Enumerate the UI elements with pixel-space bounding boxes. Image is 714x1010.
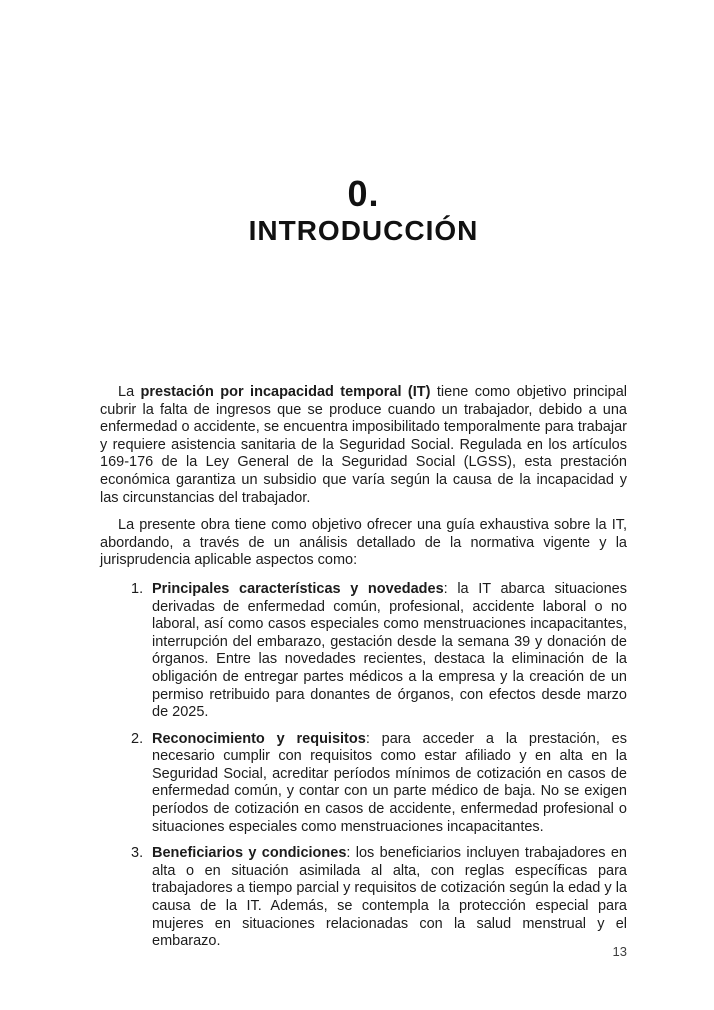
body-text bbox=[100, 384, 627, 960]
topic-list bbox=[100, 581, 627, 951]
list-item-term: Beneficiarios y condiciones bbox=[152, 845, 347, 862]
intro-paragraph-term: prestación por incapacidad temporal (IT) bbox=[140, 384, 431, 400]
list-item-text: : para acceder a la prestación, es necesario cumplir con requisitos como estar afiliado y en alta en la Seguridad Social, acreditar períodos mínimos de cotización en casos de enfermedad común, y contar con un parte médico de baja. No se exigen períodos de cotización en casos de accidente, enfermedad profesional o situaciones especiales como menstruaciones incapacitantes. bbox=[152, 730, 627, 835]
intro-paragraph-rest: tiene como objetivo principal cubrir la falta de ingresos que se produce cuando un trabajador, debido a una enfermedad o accidente, se encuentra imposibilitado temporalmente para trabajar y requiere asistencia sanitaria de la Seguridad Social. Regulada en los artículos 169-176 de la Ley General de la Seguridad Social (LGSS), esta prestación económica garantiza un subsidio que varía según la causa de la incapacidad y las circunstancias del trabajador. bbox=[100, 384, 627, 506]
list-item-number: 2. bbox=[131, 730, 144, 747]
chapter-heading bbox=[100, 173, 627, 247]
list-item-number: 1. bbox=[131, 580, 144, 597]
overview-paragraph: La presente obra tiene como objetivo ofrecer una guía exhaustiva sobre la IT, abordando, a través de un análisis detallado de la normativa vigente y la jurisprudencia aplicable aspectos como: bbox=[100, 517, 627, 569]
list-item-text: : la IT abarca situaciones derivadas de enfermedad común, profesional, accidente laboral o no laboral, así como casos especiales como menstruaciones incapacitantes, interrupción del embarazo, gestación desde la semana 39 y donación de órganos. Entre las novedades recientes, destaca la eliminación de la obligación de entregar partes médicos a la empresa y la creación de un permiso retribuido para donantes de órganos, con efectos desde marzo de 2025. bbox=[152, 580, 627, 721]
list-item-text: : los beneficiarios incluyen trabajadores en alta o en situación asimilada al alta, con reglas específicas para trabajadores a tiempo parcial y requisitos de cotización según la edad y la causa de la IT. Además, se contempla la protección especial para mujeres en situaciones relacionadas con la salud menstrual y el embarazo. bbox=[152, 845, 627, 950]
chapter-title: INTRODUCCIÓN bbox=[248, 215, 479, 246]
intro-paragraph-lead: La bbox=[118, 384, 141, 400]
list-item-term: Reconocimiento y requisitos bbox=[152, 730, 366, 747]
list-item bbox=[100, 731, 627, 837]
page-number: 13 bbox=[612, 944, 627, 959]
intro-paragraph bbox=[100, 384, 627, 507]
list-item-number: 3. bbox=[131, 845, 144, 862]
list-item bbox=[100, 581, 627, 722]
list-item-term: Principales características y novedades bbox=[152, 580, 444, 597]
chapter-number: 0. bbox=[347, 173, 380, 214]
list-item bbox=[100, 845, 627, 951]
